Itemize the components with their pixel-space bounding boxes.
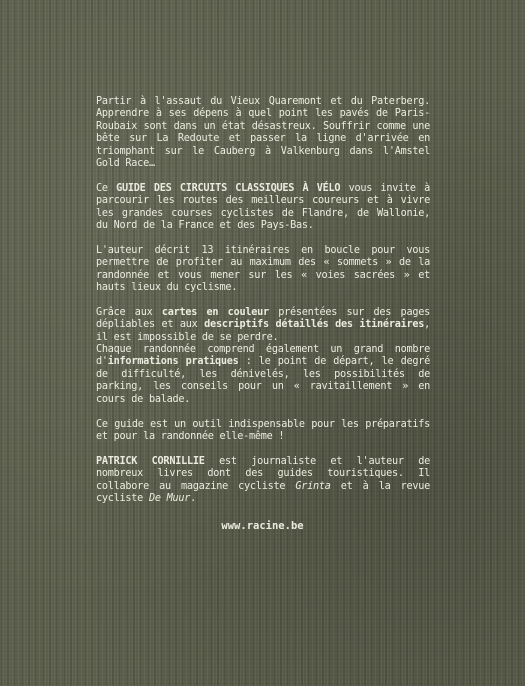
maps-text-1: Grâce aux (96, 306, 162, 318)
itineraries-paragraph: L'auteur décrit 13 itinéraires en boucle pour vous permettre de profiter au maximum des « sommets » de la randonnée et vous mener sur les « voies sacrées » et hauts lieux du cyclisme. (96, 244, 430, 294)
maps-text-2: présentées sur des pages dépliables et aux (96, 306, 430, 331)
author-text-2: et à la revue cycliste (96, 480, 431, 504)
info-paragraph (96, 344, 430, 406)
guide-title: GUIDE DES CIRCUITS CLASSIQUES À VÉLO (116, 182, 341, 194)
maps-bold-2: descriptifs détaillés des itinéraires (204, 319, 425, 331)
magazine-name-2: De Muur (148, 492, 191, 504)
maps-paragraph (96, 307, 430, 344)
intro-paragraph: Partir à l'assaut du Vieux Quaremont et du Paterberg. Apprendre à ses dépens à quel point les pavés de Paris-Roubaix sont dans un état désastreux. Souffrir comme une bête sur La Redoute et passer la ligne d'arrivée en triomphant sur le Cauberg à Valkenburg dans l'Amstel Gold Race… (96, 96, 430, 170)
author-name: PATRICK CORNILLIE (96, 455, 205, 467)
guide-prefix: Ce (96, 182, 117, 194)
info-text-1: Chaque randonnée comprend également un grand nombre d' (96, 344, 430, 368)
guide-description: vous invite à parcourir les routes des meilleurs coureurs et à vivre les grandes courses cyclistes de Flandre, de Wallonie, du Nord de la France et des Pays-Bas. (96, 182, 431, 232)
publisher-website: www.racine.be (221, 520, 304, 532)
maps-text-3: , il est impossible de se perdre. (96, 319, 431, 343)
author-text-3: . (190, 492, 197, 504)
author-paragraph (96, 456, 430, 506)
magazine-name-1: Grinta (295, 480, 331, 492)
conclusion-paragraph: Ce guide est un outil indispensable pour les préparatifs et pour la randonnée elle-même ! (96, 418, 430, 442)
guide-paragraph (96, 183, 430, 233)
maps-bold-1: cartes en couleur (161, 306, 269, 318)
blurb-text (96, 96, 430, 518)
info-text-2: : le point de départ, le degré de difficulté, les dénivelés, les possibilités de parking, les conseils pour un « ravitaillement » en cours de balade. (96, 356, 430, 405)
author-text-1: est journaliste et l'auteur de nombreux livres dont des guides touristiques. Il collabore au magazine cycliste (96, 455, 430, 492)
info-bold: informations pratiques (107, 356, 239, 368)
